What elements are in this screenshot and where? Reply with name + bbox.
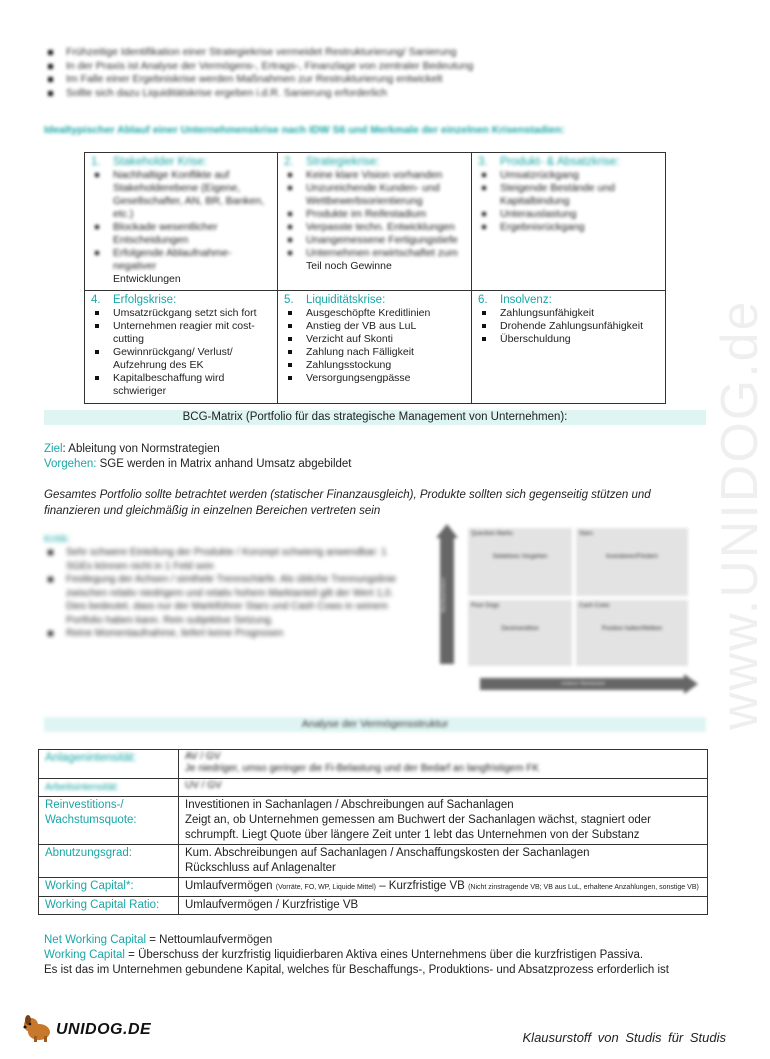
crisis-stage-title: 5. Liquiditätskrise: [284,294,386,306]
crisis-heading: Idealtypischer Ablauf einer Unternehmenskrise nach IDW S6 und Merkmale der einzelnen Krisenstadien: [44,124,565,136]
bcg-goal [44,442,220,457]
crisis-stage-title: 6. Insolvenz: [478,294,552,306]
nwc-note [44,933,272,948]
ratio-label: Abnutzungsgrad: [39,845,179,878]
crisis-item: Zahlung nach Fälligkeit [284,346,465,359]
crisis-item: Steigende Bestände und Kapitalbindung [478,182,659,208]
crisis-item: Verzicht auf Skonti [284,333,465,346]
crisis-stages-table [84,152,666,404]
bcg-approach [44,457,352,472]
crisis-item: Umsatzrückgang [478,169,659,182]
bcg-quadrant-question-marks: Question Marks Selektives Vorgehen [468,528,572,596]
crisis-stage-title: 1. Stakeholder Krise: [91,156,207,168]
crisis-item: Blockade wesentlicher Entscheidungen [91,221,271,247]
crisis-item: Drohende Zahlungsunfähigkeit [478,320,659,333]
crisis-item: Unzureichende Kunden- und Wettbewerbsorientierung [284,182,465,208]
intro-bullet: Im Falle einer Ergebniskrise werden Maßnahmen zur Restrukturierung entwickelt [44,73,604,87]
crisis-stage-title: 3. Produkt- & Absatzkrise: [478,156,620,168]
bcg-goal-text: : Ableitung von Normstrategien [62,443,220,455]
ratio-row [39,750,708,779]
crisis-item: Verpasste techn. Entwicklungen [284,221,465,234]
crisis-stage-title: 4. Erfolgskrise: [91,294,177,306]
bcg-quadrant-poor-dogs: Poor Dogs Desinvestition [468,600,572,666]
bcg-quadrant-stars: Stars Investieren/Fördern [576,528,688,596]
dog-icon [22,1013,54,1043]
crisis-item-tail: Teil noch Gewinne [306,260,392,272]
wc-note [44,948,706,963]
crisis-item: Produkte im Reifestadium [284,208,465,221]
ratio-value: Kum. Abschreibungen auf Sachanlagen / Anschaffungskosten der Sachanlagen Rückschluss auf Anlagenalter [179,845,708,878]
bcg-critique [44,532,414,641]
bcg-y-axis-label: Marktwachstum [441,577,447,613]
crisis-item: Anstieg der VB aus LuL [284,320,465,333]
bcg-x-axis-arrow [480,678,686,690]
crisis-item: Kapitalbeschaffung wird schwieriger [91,372,271,398]
ratio-row [39,797,708,845]
bcg-x-axis-arrowhead [684,674,698,694]
crisis-cell-product [472,153,666,291]
crisis-item: Unangemessene Fertigungstiefe [284,234,465,247]
crisis-cell-liquidity [278,291,472,404]
crisis-cell-success [85,291,278,404]
ratio-label: Reinvestitions-/ Wachstumsquote: [39,797,179,845]
ratio-value: Umlaufvermögen / Kurzfristige VB [179,897,708,915]
crisis-item: Ergebnisrückgang [478,221,659,234]
crisis-item: Unternehmen reagier mit cost-cutting [91,320,271,346]
crisis-cell-insolvency [472,291,666,404]
bcg-critique-item: Reine Momentaufnahme, liefert keine Prognosen [44,627,414,641]
wc-note-line: Es ist das im Unternehmen gebundene Kapital, welches für Beschaffungs-, Produktions- und Absatzprozess erforderlich ist [44,964,669,976]
wc-text: = Überschuss der kurzfristig liquidierbaren Aktiva eines Unternehmens über die kurzfristigen Passiva. [124,949,644,961]
crisis-item: Zahlungsstockung [284,359,465,372]
crisis-item: Nachhaltige Konflikte auf Stakeholderebene (Eigene, Gesellschafter, AN, BR, Banken, etc.) [91,169,271,221]
crisis-item: Überschuldung [478,333,659,346]
bcg-portfolio-note: Gesamtes Portfolio sollte betrachtet werden (statischer Finanzausgleich), Produkte sollten sich gegenseitig stützen und finanzieren und gleichmäßig in einzelnen Bereichen vertreten sein [44,489,651,517]
assets-title-bar [44,717,706,732]
bcg-x-axis-label: relativer Marktanteil [561,681,605,687]
crisis-item: Keine klare Vision vorhanden [284,169,465,182]
ratio-value: Umlaufvermögen (Vorräte, FO, WP, Liquide Mittel) – Kurzfristige VB (Nicht zinstragende VB; VB aus LuL, erhaltene Anzahlungen, sonstige VB) [179,878,708,897]
crisis-item: Versorgungsengpässe [284,372,465,385]
crisis-cell-stakeholder [85,153,278,291]
ratio-table [38,749,708,915]
bcg-critique-label: Kritik: [44,533,71,545]
assets-title: Analyse der Vermögensstruktur [301,718,449,730]
crisis-item: Zahlungsunfähigkeit [478,307,659,320]
bcg-matrix [436,524,698,698]
watermark: www.UNIDOG.de [711,299,769,730]
crisis-item-tail: Entwicklungen [113,273,181,285]
wc-label: Working Capital [44,949,125,961]
ratio-value: Investitionen in Sachanlagen / Abschreibungen auf Sachanlagen Zeigt an, ob Unternehmen gemessen am Buchwert der Sachanlagen wächst, stagniert oder schrumpft. Liegt Quote über längere Zeit unter 1 lebt das Unternehmen von der Substanz [179,797,708,845]
bcg-title: BCG-Matrix (Portfolio für das strategische Management von Unternehmen): [182,411,568,423]
ratio-row [39,779,708,797]
crisis-item: Erfolgende Ablaufnahme- negativer [91,247,271,273]
bcg-y-axis-arrowhead [436,524,458,538]
bcg-goal-label: Ziel [44,443,63,455]
bcg-title-bar [44,410,706,425]
crisis-item: Gewinnrückgang/ Verlust/ Aufzehrung des EK [91,346,271,372]
intro-bullet: Sollte sich dazu Liquiditätskrise ergeben i.d.R. Sanierung erforderlich [44,87,604,101]
bcg-approach-label: Vorgehen: [44,458,97,470]
crisis-row-bottom [85,291,666,404]
crisis-cell-strategy [278,153,472,291]
crisis-item: Umsatzrückgang setzt sich fort [91,307,271,320]
logo-text: UNIDOG.DE [56,1021,152,1038]
intro-bullet-list [44,46,604,100]
intro-bullet: Frühzeitige Identifikation einer Strategiekrise vermeidet Restrukturierung/ Sanierung [44,46,604,60]
ratio-label: Working Capital*: [39,878,179,897]
bcg-quadrant-cash-cows: Cash Cows Position halten/Melken [576,600,688,666]
nwc-text: = Nettoumlaufvermögen [146,934,273,946]
crisis-item: Unterauslastung [478,208,659,221]
crisis-item: Ausgeschöpfte Kreditlinien [284,307,465,320]
ratio-label: Anlagenintensität: [39,750,179,779]
ratio-row [39,845,708,878]
nwc-label: Net Working Capital [44,934,147,946]
bcg-critique-item: Festlegung der Achsen / simthele Trennschärfe. Als übliche Trennungslinie zwischen relativ niedrigem und relativ hohem Marktanteil gilt der Wert 1,0. Dies bedeutet, dass nur der Marktführer Stars und Cash Cows in seinem Portfolio haben kann. Rein subjektive Setzung. [44,573,414,627]
footer-tagline: Klausurstoff von Studis für Studis [522,1030,726,1045]
ratio-value: AV / GV Je niedriger, umso geringer die Fi-Belastung und der Bedarf an langfristigem FK [179,750,708,779]
bcg-critique-item: Sehr schwere Einteilung der Produkte / Konzept schwierig anwendbar: 1 SGEs können nicht in 1 Feld sein [44,546,414,573]
ratio-label: Arbeitsintensität: [39,779,179,797]
intro-bullet: In der Praxis ist Analyse der Vermögens-, Ertrags-, Finanzlage von zentraler Bedeutung [44,60,604,74]
crisis-stage-title: 2. Strategiekrise: [284,156,380,168]
crisis-item: Unternehmen erwirtschaftet zum [284,247,465,260]
crisis-row-top [85,153,666,291]
unidog-logo[interactable] [22,1013,162,1045]
ratio-value: UV / GV [179,779,708,797]
ratio-label: Working Capital Ratio: [39,897,179,915]
ratio-row [39,897,708,915]
bcg-approach-text: SGE werden in Matrix anhand Umsatz abgebildet [96,458,352,470]
ratio-row [39,878,708,897]
